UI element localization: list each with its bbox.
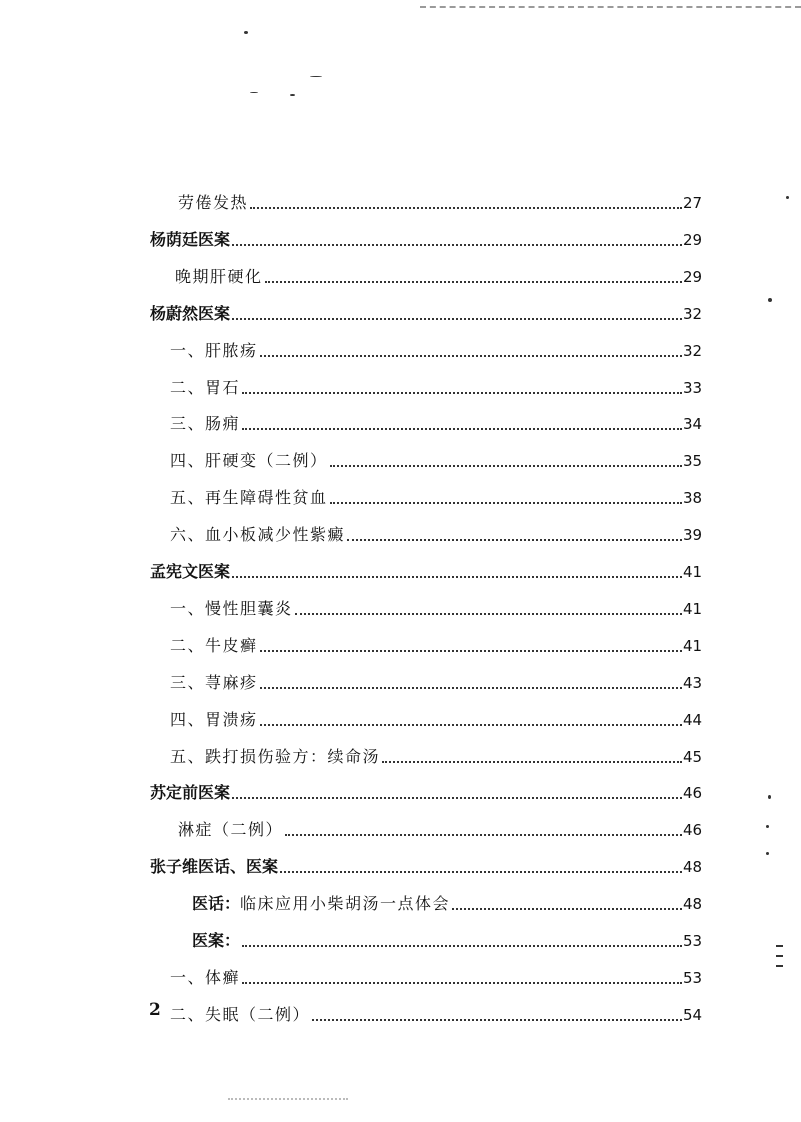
toc-entry	[0, 522, 801, 548]
toc-entry-label: 五、跌打损伤验方：续命汤	[170, 746, 381, 766]
toc-entry-leader	[242, 982, 682, 984]
toc-entry	[0, 190, 801, 216]
toc-entry-label: 张子维医话、医案	[150, 857, 279, 877]
toc-entry-leader	[242, 945, 682, 947]
toc-entry-leader	[312, 1019, 682, 1021]
toc-entry-leader	[242, 428, 682, 430]
toc-entry-label	[192, 891, 452, 917]
toc-entry-label: 五、再生障碍性贫血	[170, 488, 328, 508]
toc-entry	[0, 596, 801, 622]
toc-entry-label: 四、胃溃疡	[170, 709, 258, 729]
toc-entry-title: 临床应用小柴胡汤一点体会	[240, 894, 451, 914]
toc-entry-leader	[330, 502, 682, 504]
toc-entry	[0, 448, 801, 474]
toc-entry	[0, 227, 801, 253]
toc-entry	[0, 744, 801, 770]
toc-entry-leader	[295, 613, 682, 615]
toc-entry-page: 53	[683, 968, 703, 987]
toc-entry-page: 48	[683, 895, 703, 914]
top-dashed-rule	[420, 6, 801, 8]
toc-entry	[0, 559, 801, 585]
toc-entry-label: 一、慢性胆囊炎	[170, 598, 293, 618]
toc-entry	[0, 411, 801, 437]
toc-entry	[0, 854, 801, 880]
scan-speck	[250, 92, 258, 93]
toc-entry-page: 29	[683, 267, 703, 286]
toc-entry-page: 34	[683, 415, 703, 434]
toc-entry-label: 四、肝硬变（二例）	[170, 451, 328, 471]
toc-entry-page: 35	[683, 452, 703, 471]
toc-entry-label: 三、荨麻疹	[170, 672, 258, 692]
toc-entry-label: 三、肠痈	[170, 414, 241, 434]
toc-entry	[0, 780, 801, 806]
toc-entry-page: 54	[683, 1005, 703, 1024]
toc-entry-label: 孟宪文医案	[150, 562, 231, 581]
toc-entry-page: 32	[683, 304, 703, 323]
toc-entry-prefix: 医案：	[192, 931, 241, 950]
page-number: 2	[149, 1000, 161, 1020]
toc-entry-leader	[242, 392, 682, 394]
toc-entry-leader	[232, 244, 682, 246]
toc-entry-leader	[382, 761, 682, 763]
toc-entry-page: 38	[683, 489, 703, 508]
toc-entry-page: 41	[683, 563, 703, 581]
toc-entry-leader	[265, 281, 682, 283]
toc-entry-prefix: 医话：	[192, 894, 241, 914]
toc-entry-label: 淋症（二例）	[178, 820, 284, 840]
toc-entry-leader	[250, 207, 682, 209]
toc-entry-page: 41	[683, 599, 703, 618]
toc-entry-label: 晚期肝硬化	[175, 266, 263, 286]
toc-entry-label: 一、体癣	[170, 967, 241, 987]
scan-speck	[244, 31, 248, 34]
toc-entry-page: 46	[683, 784, 703, 803]
toc-entry-leader	[347, 539, 682, 541]
toc-entry-page: 32	[683, 341, 703, 360]
toc-entry-leader	[232, 797, 682, 799]
toc-entry-page: 45	[683, 747, 703, 766]
toc-entry	[0, 670, 801, 696]
toc-entry-leader	[452, 908, 682, 910]
toc-entry-label: 杨荫廷医案	[150, 229, 231, 249]
toc-entry-leader	[260, 355, 682, 357]
toc-entry-label: 二、牛皮癣	[170, 635, 258, 655]
scan-speck	[776, 955, 783, 957]
toc-entry	[0, 891, 801, 917]
toc-entry-label: 一、肝脓疡	[170, 340, 258, 360]
toc-entry-label	[192, 928, 242, 954]
toc-entry	[0, 928, 801, 954]
toc-entry	[0, 1002, 801, 1028]
toc-entry	[0, 375, 801, 401]
toc-entry-page: 33	[683, 378, 703, 397]
toc-entry-page: 29	[683, 230, 703, 249]
toc-entry	[0, 817, 801, 843]
toc-entry-page: 46	[683, 821, 703, 840]
toc-entry-leader	[285, 834, 682, 836]
toc-entry-leader	[260, 687, 682, 689]
toc-entry	[0, 965, 801, 991]
toc-entry-leader	[232, 576, 682, 578]
toc-entry	[0, 264, 801, 290]
scan-speck	[290, 94, 295, 96]
toc-entry-leader	[280, 871, 682, 873]
toc-entry-page: 44	[683, 710, 703, 729]
toc-entry-page: 39	[683, 526, 703, 545]
toc-entry-label: 六、血小板减少性紫癜	[170, 525, 346, 545]
toc-entry-page: 53	[683, 932, 703, 950]
toc-entry-page: 41	[683, 636, 703, 655]
toc-entry	[0, 485, 801, 511]
toc-entry-leader	[330, 465, 682, 467]
toc-entry-leader	[232, 318, 682, 320]
bottom-scan-noise	[228, 1098, 348, 1100]
toc-entry-label: 二、失眠（二例）	[170, 1004, 311, 1024]
toc-entry-label: 二、胃石	[170, 377, 241, 397]
toc-entry-label: 劳倦发热	[178, 193, 249, 212]
toc-entry-page: 43	[683, 673, 703, 692]
toc-entry-page: 48	[683, 858, 703, 877]
toc-entry-leader	[260, 724, 682, 726]
toc-entry-label: 苏定前医案	[150, 783, 231, 803]
scan-speck	[310, 76, 322, 77]
toc-entry	[0, 707, 801, 733]
toc-entry-page: 27	[683, 194, 703, 212]
toc-entry	[0, 633, 801, 659]
toc-entry-leader	[260, 650, 682, 652]
toc-entry	[0, 338, 801, 364]
toc-entry	[0, 301, 801, 327]
toc-entry-label: 杨蔚然医案	[150, 303, 231, 323]
